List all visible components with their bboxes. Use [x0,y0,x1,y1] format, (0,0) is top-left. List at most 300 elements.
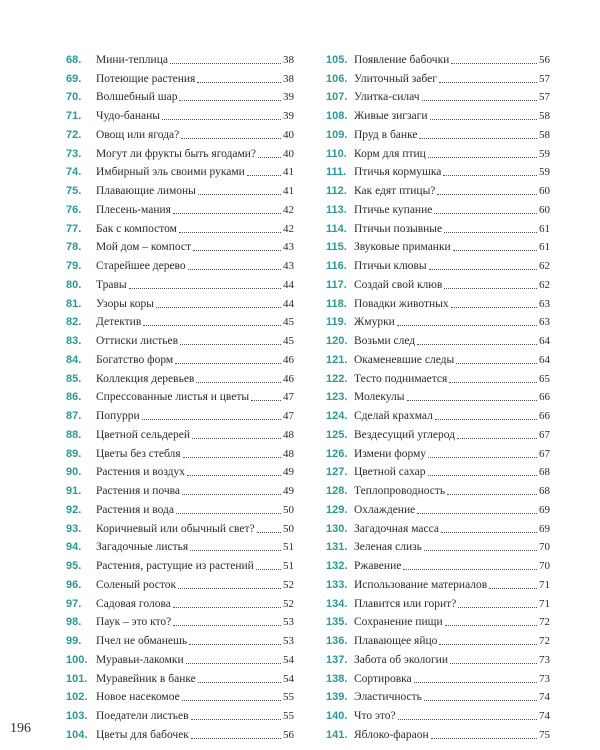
toc-entry [66,86,294,105]
dot-leader [129,287,281,289]
toc-entry [66,367,294,386]
toc-entry-page: 59 [539,166,550,179]
toc-entry-number: 116. [326,260,347,272]
toc-entry-page: 56 [283,728,294,741]
dot-leader [453,249,537,251]
toc-entry-number: 110. [326,147,347,160]
toc-entry-page: 43 [283,241,294,254]
toc-entry-page: 62 [539,278,550,291]
dot-leader [417,343,537,345]
toc-entry-number: 128. [326,485,348,497]
toc-entry [66,536,294,555]
toc-entry-page: 40 [283,147,294,160]
toc-entry-page: 66 [539,391,550,404]
toc-entry-title: Окаменевшие следы [354,353,455,366]
dot-leader [170,62,281,64]
toc-entry [326,236,550,255]
toc-entry [66,217,294,236]
toc-entry-title: Молекулы [354,391,405,404]
toc-entry [326,329,550,348]
toc-entry-title: Использование материалов [354,578,488,591]
toc-entry-title: Растения и вода [96,503,174,516]
toc-entry-number: 137. [326,653,348,666]
dot-leader [189,643,281,645]
toc-entry-number: 87. [66,410,82,422]
dot-leader [489,587,537,589]
toc-entry [326,198,550,217]
toc-entry [66,198,294,217]
toc-entry-page: 50 [283,522,294,535]
dot-leader [429,268,537,270]
toc-entry [326,348,550,367]
toc-entry-number: 91. [66,485,82,497]
toc-entry-title: Новое насекомое [96,691,180,704]
toc-entry-page: 39 [283,110,294,122]
toc-entry-title: Теплопроводность [354,485,446,497]
dot-leader [428,474,537,476]
toc-entry-title: Детектив [96,316,142,329]
toc-entry-title: Как едят птицы? [354,185,436,197]
toc-entry-number: 115. [326,241,347,254]
toc-entry-title: Садовая голова [96,597,171,610]
toc-entry-number: 82. [66,316,82,329]
toc-entry-number: 140. [326,710,348,722]
toc-entry [326,611,550,630]
toc-entry [66,142,294,161]
toc-entry-title: Растения и воздух [96,466,186,479]
toc-entry-number: 69. [66,72,82,85]
dot-leader [190,549,281,551]
toc-entry-page: 64 [539,353,550,366]
toc-entry-page: 52 [283,578,294,591]
toc-entry-number: 81. [66,297,82,310]
toc-entry-number: 85. [66,372,82,385]
toc-entry-title: Сделай крахмал [354,410,433,422]
dot-leader [424,699,537,701]
dot-leader [181,137,281,139]
toc-entry-title: Цветной сельдерей [96,428,191,441]
toc-entry-number: 134. [326,597,348,610]
dot-leader [183,456,281,458]
toc-entry-page: 44 [283,297,294,310]
toc-entry [66,48,294,67]
toc-entry-title: Волшебный шар [96,91,178,104]
toc-entry [326,498,550,517]
toc-entry-page: 61 [539,241,550,254]
toc-entry-page: 67 [539,447,550,460]
dot-leader [198,681,281,683]
toc-entry [326,311,550,330]
toc-entry [326,723,550,742]
toc-entry-page: 39 [283,91,294,104]
toc-entry-page: 68 [539,485,550,497]
dot-leader [428,156,537,158]
toc-entry-title: Корм для птиц [354,147,426,160]
toc-entry-number: 121. [326,353,348,366]
toc-entry-number: 89. [66,447,82,460]
toc-entry-page: 75 [539,728,550,741]
toc-entry [326,592,550,611]
toc-entry-page: 50 [283,503,294,516]
toc-entry-title: Загадочные листья [96,541,189,554]
dot-leader [428,456,537,458]
toc-entry-number: 105. [326,53,348,66]
toc-entry-title: Растения и почва [96,485,181,497]
toc-entry-title: Птичья кормушка [354,166,442,179]
toc-entry [326,386,550,405]
toc-entry-page: 47 [283,391,294,404]
toc-entry-page: 41 [283,185,294,197]
toc-entry-page: 56 [539,53,550,66]
toc-entry [66,348,294,367]
dot-leader [176,512,281,514]
dot-leader [419,137,537,139]
page-number: 196 [10,721,31,736]
dot-leader [156,306,281,308]
toc-entry [326,292,550,311]
toc-entry-page: 57 [539,91,550,104]
toc-entry [326,554,550,573]
dot-leader [422,99,537,101]
toc-entry [66,292,294,311]
toc-entry-page: 69 [539,522,550,535]
toc-entry-number: 131. [326,541,348,554]
toc-entry-page: 46 [283,372,294,385]
toc-entry-title: Измени форму [354,447,427,460]
toc-entry-title: Имбирный эль своими руками [96,166,245,179]
toc-entry-number: 130. [326,522,348,535]
dot-leader [417,512,537,514]
toc-entry-page: 42 [283,222,294,235]
toc-entry-number: 139. [326,691,348,704]
toc-entry-page: 57 [539,72,550,85]
toc-entry-title: Растения, растущие из растений [96,560,254,572]
toc-entry [66,592,294,611]
toc-entry-page: 47 [283,410,294,422]
toc-entry [326,423,550,442]
toc-entry-title: Могут ли фрукты быть ягодами? [96,147,257,160]
toc-entry [66,67,294,86]
toc-entry-number: 92. [66,503,82,516]
dot-leader [173,624,281,626]
dot-leader [193,249,281,251]
toc-entry-number: 83. [66,335,82,347]
dot-leader [198,193,281,195]
dot-leader [407,399,537,401]
dot-leader [450,662,537,664]
toc-entry-page: 54 [283,653,294,666]
toc-entry [66,104,294,123]
toc-entry-page: 69 [539,503,550,516]
toc-entry-title: Птичьи позывные [354,222,443,235]
toc-entry-number: 132. [326,560,348,572]
dot-leader [457,437,537,439]
dot-leader [439,643,537,645]
dot-leader [444,287,537,289]
toc-entry-title: Поедатели листьев [96,710,189,722]
toc-entry-title: Загадочная масса [354,522,439,535]
toc-entry-number: 96. [66,578,82,591]
toc-entry [66,573,294,592]
dot-leader [179,231,281,233]
toc-entry [66,479,294,498]
toc-entry-number: 126. [326,447,348,460]
toc-entry-number: 111. [326,166,347,179]
toc-entry-title: Цветы без стебля [96,447,181,460]
dot-leader [443,174,537,176]
toc-entry-title: Эластичность [354,691,422,704]
toc-entry-number: 102. [66,691,88,704]
toc-entry-title: Тесто поднимается [354,372,448,385]
toc-entry-page: 55 [283,710,294,722]
toc-entry-number: 88. [66,428,82,441]
toc-entry-page: 52 [283,597,294,610]
dot-leader [397,324,537,326]
dot-leader [398,718,537,720]
toc-entry-number: 77. [66,222,82,235]
toc-entry-page: 55 [283,691,294,704]
toc-entry-page: 74 [539,691,550,704]
toc-entry-number: 93. [66,522,82,535]
toc-entry-number: 86. [66,391,82,404]
toc-entry [326,104,550,123]
toc-entry [326,479,550,498]
dot-leader [437,193,537,195]
toc-entry-number: 90. [66,466,82,479]
dot-leader [445,624,537,626]
toc-entry-number: 75. [66,185,82,197]
dot-leader [247,174,281,176]
toc-entry-number: 109. [326,128,348,141]
toc-entry-number: 138. [326,672,348,685]
toc-entry [66,236,294,255]
toc-entry [66,667,294,686]
toc-entry-number: 136. [326,635,348,647]
toc-entry-title: Ржавение [354,560,402,572]
toc-entry-page: 58 [539,128,550,141]
dot-leader [439,81,537,83]
toc-entry [66,686,294,705]
toc-entry [66,404,294,423]
toc-entry [66,723,294,742]
toc-entry [326,273,550,292]
toc-entry-number: 107. [326,91,348,104]
toc-entry [326,629,550,648]
toc-entry-title: Узоры коры [96,297,154,310]
toc-entry-number: 80. [66,278,82,291]
toc-entry-number: 103. [66,710,88,722]
toc-entry-page: 43 [283,260,294,272]
dot-leader [403,568,537,570]
toc-entry-page: 73 [539,672,550,685]
toc-entry-page: 74 [539,710,550,722]
toc-entry-number: 78. [66,241,82,254]
toc-entry-title: Звуковые приманки [354,241,451,254]
toc-entry [66,517,294,536]
toc-entry-title: Что это? [354,710,396,722]
toc-entry-number: 101. [66,672,88,685]
toc-entry [326,367,550,386]
toc-entry-number: 113. [326,203,347,216]
toc-entry-title: Цветной сахар [354,466,426,479]
dot-leader [175,362,281,364]
toc-entry-title: Сохранение пищи [354,616,443,629]
toc-entry-title: Яблоко-фараон [354,728,429,741]
toc-entry-number: 76. [66,203,82,216]
toc-entry-title: Улитка-силач [354,91,420,104]
toc-entry-title: Создай свой клюв [354,278,443,291]
toc-entry-page: 40 [283,128,294,141]
toc-entry-title: Потеющие растения [96,72,196,85]
dot-leader [186,662,281,664]
toc-entry-page: 64 [539,335,550,347]
toc-entry [326,123,550,142]
toc-entry-title: Мой дом – компост [96,241,192,254]
toc-entry [66,704,294,723]
toc-entry-page: 44 [283,278,294,291]
toc-entry-number: 84. [66,353,82,366]
toc-entry-number: 104. [66,728,88,741]
toc-entry-title: Спрессованные листья и цветы [96,391,250,404]
toc-entry-number: 74. [66,166,82,179]
toc-entry-number: 70. [66,91,82,104]
toc-entry-title: Коричневый или обычный свет? [96,522,255,535]
toc-entry-page: 72 [539,616,550,629]
toc-entry-number: 97. [66,597,82,610]
toc-entry [66,161,294,180]
toc-entry-number: 123. [326,391,348,404]
dot-leader [431,737,537,739]
toc-entry-number: 114. [326,222,347,235]
toc-entry-page: 53 [283,616,294,629]
toc-entry-title: Улиточный забег [354,72,437,85]
dot-leader [447,493,537,495]
toc-entry [66,423,294,442]
toc-entry [66,461,294,480]
toc-entry-page: 66 [539,410,550,422]
toc-entry [66,329,294,348]
dot-leader [458,606,537,608]
toc-entry-number: 71. [66,110,82,122]
toc-entry-number: 95. [66,560,82,572]
toc-entry-number: 72. [66,128,82,141]
toc-entry-title: Соленый росток [96,578,177,591]
toc-entry-title: Оттиски листьев [96,335,179,347]
toc-entry-title: Муравейник в банке [96,672,196,685]
dot-leader [435,418,537,420]
toc-entry-page: 58 [539,110,550,122]
dot-leader [187,474,281,476]
toc-entry-page: 70 [539,541,550,554]
dot-leader [173,212,281,214]
toc-entry-page: 53 [283,635,294,647]
toc-entry-page: 48 [283,428,294,441]
dot-leader [449,381,537,383]
toc-entry-number: 99. [66,635,82,647]
dot-leader [143,324,281,326]
toc-entry [326,179,550,198]
dot-leader [451,62,537,64]
toc-entry [326,648,550,667]
toc-entry-title: Бак с компостом [96,222,177,235]
toc-entry-title: Забота об экологии [354,653,448,666]
toc-entry-page: 63 [539,316,550,329]
toc-column-left [66,48,294,742]
toc-entry [326,573,550,592]
toc-entry-page: 46 [283,353,294,366]
toc-entry [326,404,550,423]
toc-entry-title: Жмурки [354,316,395,329]
toc-entry-number: 108. [326,110,348,122]
toc-entry-page: 51 [283,541,294,554]
toc-entry-title: Муравьи-лакомки [96,653,184,666]
toc-entry-number: 129. [326,503,348,516]
toc-entry-title: Охлаждение [354,503,416,516]
toc-entry-title: Богатство форм [96,353,174,366]
toc-entry-title: Возьми след [354,335,416,347]
dot-leader [178,587,281,589]
dot-leader [188,268,281,270]
toc-entry-page: 51 [283,560,294,572]
toc-entry [326,461,550,480]
toc-entry-number: 119. [326,316,347,329]
toc-entry-title: Зеленая слизь [354,541,422,554]
toc-entry-title: Появление бабочки [354,53,450,66]
toc-entry [326,86,550,105]
dot-leader [162,118,281,120]
toc-entry-page: 59 [539,147,550,160]
toc-entry [66,273,294,292]
toc-entry-page: 42 [283,203,294,216]
toc-entry [66,648,294,667]
dot-leader [451,306,537,308]
toc-entry-title: Птичьи клювы [354,260,427,272]
toc-entry-page: 38 [283,72,294,85]
toc-entry [66,386,294,405]
toc-entry-page: 65 [539,372,550,385]
toc-entry-page: 60 [539,203,550,216]
toc-entry [66,254,294,273]
toc-entry-title: Пчел не обманешь [96,635,188,647]
toc-entry [326,142,550,161]
toc-entry-page: 60 [539,185,550,197]
toc-entry [66,442,294,461]
toc-entry-page: 63 [539,297,550,310]
toc-entry-number: 125. [326,428,348,441]
toc-entry-page: 62 [539,260,550,272]
dot-leader [191,737,281,739]
dot-leader [191,718,281,720]
dot-leader [251,399,281,401]
toc-entry-page: 71 [539,578,550,591]
toc-entry-number: 100. [66,653,88,666]
toc-entry-title: Плавающие лимоны [96,185,196,197]
toc-entry [326,161,550,180]
toc-entry-number: 122. [326,372,348,385]
dot-leader [414,681,537,683]
toc-entry-number: 68. [66,53,82,66]
toc-entry-title: Плесень-мания [96,203,171,216]
toc-entry-page: 54 [283,672,294,685]
toc-entry [66,123,294,142]
toc-entry-number: 112. [326,185,347,197]
dot-leader [192,437,281,439]
toc-entry [326,704,550,723]
toc-entry [66,311,294,330]
toc-entry-title: Живые зигзаги [354,110,428,122]
dot-leader [434,212,537,214]
dot-leader [424,549,537,551]
